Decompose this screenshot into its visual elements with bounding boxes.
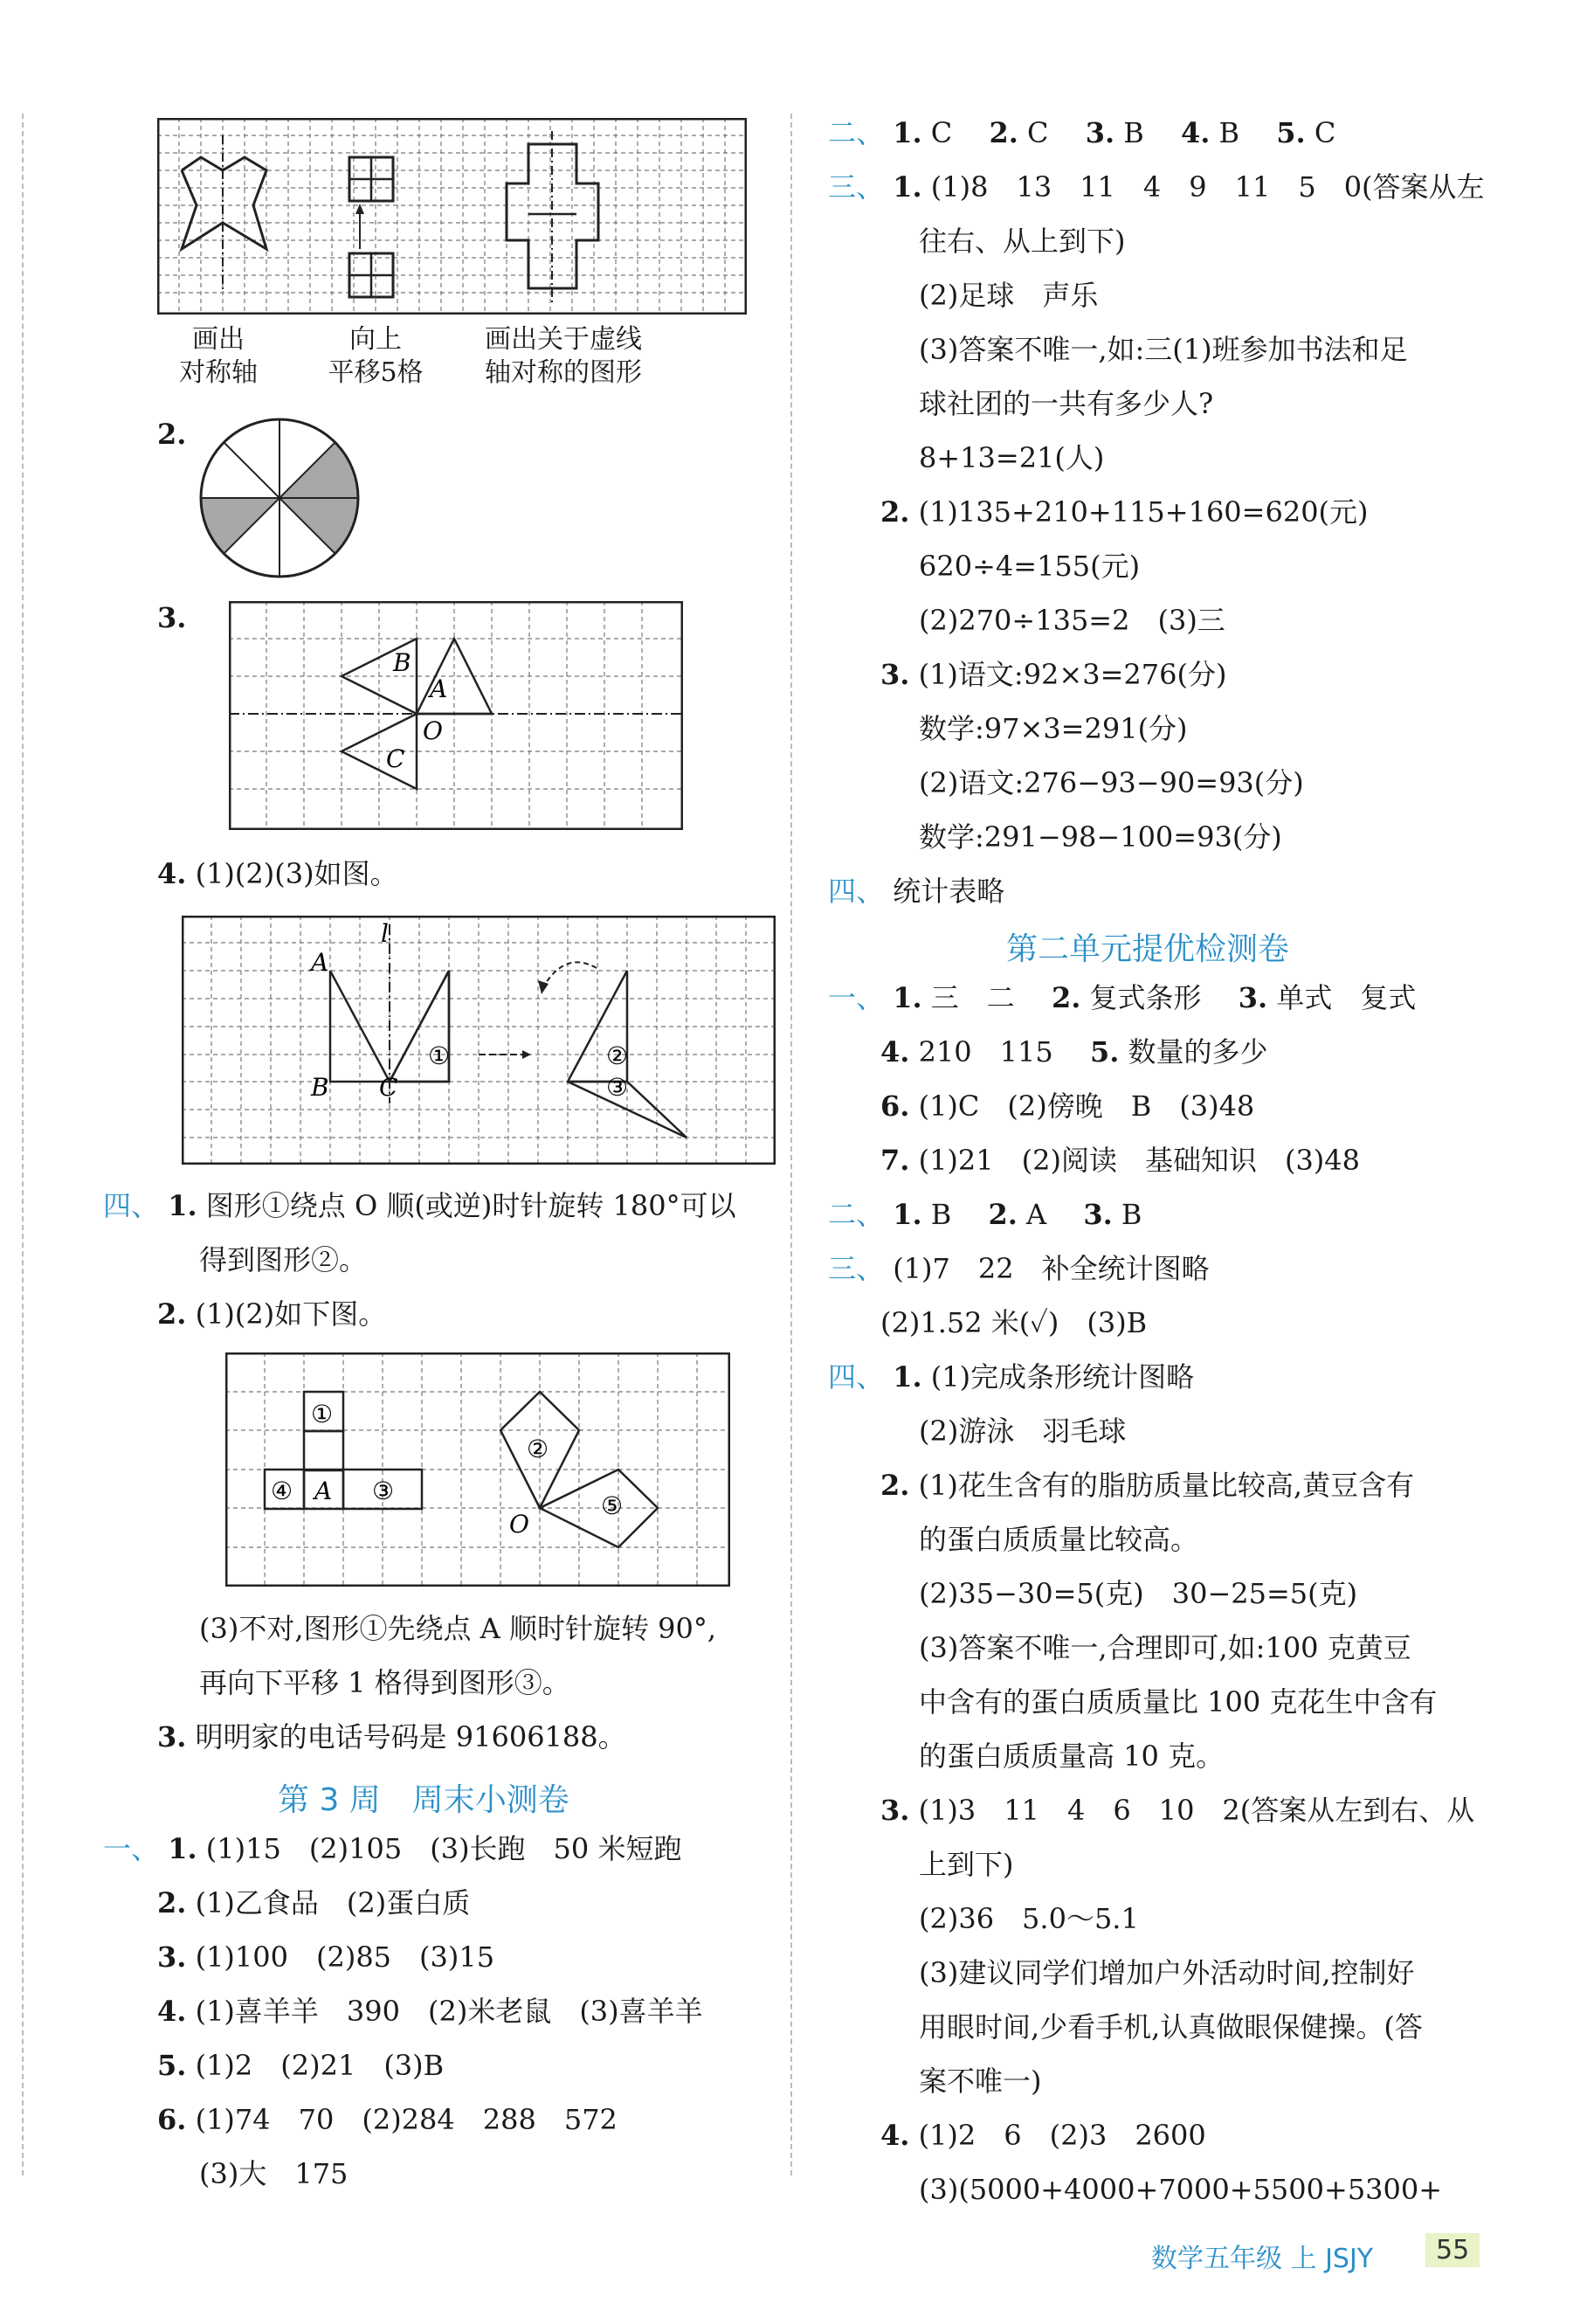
r4-number: 3.: [880, 658, 910, 691]
r1-a3: B: [1123, 116, 1144, 149]
u9-cont: (2)1.52 米(✓) (3)B: [880, 1306, 1148, 1339]
s4-2-text: (1)(2)如下图。: [195, 1297, 387, 1331]
q4-number: 4.: [157, 857, 187, 890]
u12-number: 3.: [880, 1794, 910, 1827]
q4-label-3: ③: [606, 1073, 629, 1102]
u6-text: (1)C (2)傍晚 B (3)48: [918, 1089, 1255, 1123]
u8-n3: 3.: [1083, 1198, 1113, 1231]
s4-2b-line2: 再向下平移 1 格得到图形③。: [199, 1666, 570, 1699]
u4-n1: 4.: [880, 1035, 910, 1069]
w6-line: [157, 2100, 618, 2139]
w1-number: 1.: [168, 1832, 197, 1865]
r4-cont-2: (2)语文:276−93−90=93(分): [919, 766, 1304, 799]
s4-3-text: 明明家的电话号码是 91606188。: [195, 1720, 626, 1753]
u1-heading: 一、: [828, 981, 885, 1014]
r1-a5: C: [1314, 116, 1336, 149]
r2-cont-4: 球社团的一共有多少人?: [919, 387, 1214, 420]
u7-text: (1)21 (2)阅读 基础知识 (3)48: [918, 1144, 1361, 1177]
r1-a1: C: [930, 116, 953, 149]
s4-1-line: [103, 1186, 736, 1225]
u11-cont-3: (3)答案不唯一,合理即可,如:100 克黄豆: [919, 1631, 1411, 1664]
w6-text-cont: (3)大 175: [199, 2157, 348, 2190]
u10-number: 1.: [893, 1360, 922, 1394]
r3-text: (1)135+210+115+160=620(元): [918, 495, 1369, 529]
r1-n5: 5.: [1276, 116, 1306, 149]
u8-line: [828, 1195, 1142, 1234]
u12-line: [880, 1791, 1474, 1829]
u1-line: [828, 979, 1416, 1017]
u9-line: [828, 1249, 1210, 1288]
left-margin-line: [22, 114, 24, 2175]
w5-text: (1)2 (2)21 (3)B: [195, 2049, 445, 2082]
u12-cont-1: 上到下): [919, 1848, 1014, 1881]
u10-text: (1)完成条形统计图略: [930, 1360, 1195, 1394]
figure-rotation-grid: [182, 916, 776, 1165]
s42-label-4: ④: [271, 1477, 293, 1505]
s42-label-o: O: [509, 1510, 529, 1539]
s4-2-line: [157, 1295, 386, 1333]
w2-number: 2.: [157, 1886, 187, 1919]
u7-number: 7.: [880, 1144, 910, 1177]
w1-text: (1)15 (2)105 (3)长跑 50 米短跑: [205, 1832, 682, 1865]
s4-1-number: 1.: [168, 1189, 197, 1222]
s4-heading: 四、: [103, 1189, 160, 1222]
u13-line: [880, 2116, 1206, 2155]
figure-rotation-shapes: [225, 1352, 730, 1587]
s42-label-5: ⑤: [601, 1491, 624, 1520]
s4-1-text: 图形①绕点 O 顺(或逆)时针旋转 180°可以: [205, 1189, 736, 1222]
r4-line: [880, 655, 1226, 694]
r3-cont-1: 620÷4=155(元): [919, 550, 1141, 583]
w4-number: 4.: [157, 1995, 187, 2028]
w4-text: (1)喜羊羊 390 (2)米老鼠 (3)喜羊羊: [195, 1995, 703, 2028]
u8-a2: A: [1026, 1198, 1047, 1231]
q3-label-o: O: [423, 716, 443, 745]
u10-heading: 四、: [828, 1360, 885, 1394]
r3-cont-2: (2)270÷135=2 (3)三: [919, 604, 1225, 637]
u11-text: (1)花生含有的脂肪质量比较高,黄豆含有: [918, 1469, 1415, 1502]
fig1-caption-2: 向上 平移5格: [328, 324, 424, 388]
r2-heading: 三、: [828, 170, 885, 204]
w1-heading: 一、: [103, 1832, 160, 1865]
u7-line: [880, 1141, 1360, 1179]
s42-label-a: A: [314, 1477, 333, 1505]
week-title: 第 3 周 周末小测卷: [278, 1782, 569, 1818]
u13-number: 4.: [880, 2119, 910, 2152]
u1-n2: 2.: [1051, 981, 1081, 1014]
q4-line: [157, 854, 398, 893]
r1-a2: C: [1027, 116, 1049, 149]
footer-text: 数学五年级 上 JSJY: [1151, 2244, 1374, 2274]
q2-number: 2.: [157, 418, 187, 451]
r2-number: 1.: [893, 170, 922, 204]
r4-cont-3: 数学:291−98−100=93(分): [919, 820, 1282, 854]
w2-line: [157, 1884, 470, 1922]
r1-n2: 2.: [989, 116, 1018, 149]
u12-cont-4: 用眼时间,少看手机,认真做眼保健操。(答: [919, 2010, 1423, 2044]
r4-text: (1)语文:92×3=276(分): [918, 658, 1227, 691]
u4-line: [880, 1033, 1268, 1071]
u1-a3: 单式 复式: [1276, 981, 1417, 1014]
fig1-caption-3: 画出关于虚线 轴对称的图形: [485, 324, 642, 388]
r2-cont-2: (2)足球 声乐: [919, 279, 1099, 312]
r1-n3: 3.: [1085, 116, 1115, 149]
u8-n2: 2.: [988, 1198, 1018, 1231]
s4-3-line: [157, 1718, 626, 1756]
u9-heading: 三、: [828, 1252, 885, 1285]
q4-label-c: C: [379, 1073, 398, 1102]
r3-number: 2.: [880, 495, 910, 529]
w3-number: 3.: [157, 1940, 187, 1974]
u1-a2: 复式条形: [1089, 981, 1202, 1014]
q4-label-a: A: [311, 948, 329, 977]
u11-cont-1: 的蛋白质质量比较高。: [919, 1523, 1199, 1556]
figure-symmetry-grid: [157, 118, 747, 315]
w1-line: [103, 1829, 681, 1868]
s4-2-number: 2.: [157, 1297, 187, 1331]
u6-line: [880, 1087, 1254, 1125]
u6-number: 6.: [880, 1089, 910, 1123]
r1-line: [828, 114, 1335, 152]
unit-title: 第二单元提优检测卷: [1006, 931, 1290, 967]
u10-line: [828, 1358, 1194, 1396]
s42-label-1: ①: [311, 1400, 334, 1428]
r5-line: [828, 872, 1004, 910]
q4-text: (1)(2)(3)如图。: [195, 857, 398, 890]
u13-text: (1)2 6 (2)3 2600: [918, 2119, 1206, 2152]
r2-cont-1: 往右、从上到下): [919, 225, 1126, 258]
q4-label-1: ①: [428, 1041, 451, 1070]
u4-a1: 210 115: [918, 1035, 1053, 1069]
r5-heading: 四、: [828, 875, 885, 908]
u10-cont: (2)游泳 羽毛球: [919, 1414, 1127, 1448]
u1-a1: 三 二: [930, 981, 1015, 1014]
q4-label-b: B: [311, 1073, 329, 1102]
q3-number: 3.: [157, 601, 187, 634]
u11-number: 2.: [880, 1469, 910, 1502]
r1-n4: 4.: [1180, 116, 1211, 149]
u4-a2: 数量的多少: [1128, 1035, 1268, 1069]
figure-circle-fraction: [197, 415, 362, 581]
u12-cont-3: (3)建议同学们增加户外活动时间,控制好: [919, 1956, 1415, 1989]
s4-3-number: 3.: [157, 1720, 187, 1753]
q4-label-2: ②: [606, 1041, 629, 1070]
u11-cont-5: 的蛋白质质量高 10 克。: [919, 1740, 1225, 1773]
u12-text: (1)3 11 4 6 10 2(答案从左到右、从: [918, 1794, 1475, 1827]
page-number: 55: [1425, 2233, 1480, 2267]
w2-text: (1)乙食品 (2)蛋白质: [195, 1886, 471, 1919]
s4-1-text-cont: 得到图形②。: [199, 1243, 368, 1276]
r4-cont-1: 数学:97×3=291(分): [919, 712, 1188, 745]
u8-a3: B: [1121, 1198, 1142, 1231]
r1-a4: B: [1218, 116, 1240, 149]
u12-cont-2: (2)36 5.0～5.1: [919, 1902, 1139, 1935]
u8-n1: 1.: [893, 1198, 922, 1231]
u8-a1: B: [930, 1198, 952, 1231]
w3-line: [157, 1938, 494, 1976]
u4-n2: 5.: [1089, 1035, 1120, 1069]
u13-cont: (3)(5000+4000+7000+5500+5300+: [919, 2173, 1443, 2206]
s42-label-2: ②: [527, 1435, 549, 1463]
u11-line: [880, 1466, 1414, 1504]
w6-number: 6.: [157, 2103, 187, 2136]
r3-line: [880, 493, 1369, 531]
u11-cont-2: (2)35−30=5(克) 30−25=5(克): [919, 1577, 1358, 1610]
w5-line: [157, 2046, 444, 2085]
w3-text: (1)100 (2)85 (3)15: [195, 1940, 495, 1974]
q3-label-a: A: [430, 674, 448, 703]
w5-number: 5.: [157, 2049, 187, 2082]
u1-n1: 1.: [893, 981, 922, 1014]
r2-cont-5: 8+13=21(人): [919, 441, 1105, 474]
r5-text: 统计表略: [893, 875, 1005, 908]
s4-2b-line1: (3)不对,图形①先绕点 A 顺时针旋转 90°,: [199, 1612, 717, 1645]
w4-line: [157, 1992, 703, 2030]
column-divider: [790, 114, 792, 2175]
u8-heading: 二、: [828, 1198, 885, 1231]
u9-text: (1)7 22 补全统计图略: [893, 1252, 1210, 1285]
r2-line: [828, 168, 1485, 206]
fig1-caption-1: 画出 对称轴: [179, 324, 258, 388]
r2-cont-3: (3)答案不唯一,如:三(1)班参加书法和足: [919, 333, 1408, 366]
r1-n1: 1.: [893, 116, 922, 149]
q4-label-l: l: [381, 919, 389, 948]
u1-n3: 3.: [1238, 981, 1268, 1014]
r2-text: (1)8 13 11 4 9 11 5 0(答案从左: [930, 170, 1485, 204]
r1-heading: 二、: [828, 116, 885, 149]
figure-rotation-triangles: [229, 601, 683, 830]
q3-label-b: B: [393, 648, 411, 677]
q3-label-c: C: [386, 744, 405, 773]
s42-label-3: ③: [372, 1477, 395, 1505]
u11-cont-4: 中含有的蛋白质质量比 100 克花生中含有: [919, 1685, 1438, 1719]
w6-text: (1)74 70 (2)284 288 572: [195, 2103, 618, 2136]
u12-cont-5: 案不唯一): [919, 2065, 1042, 2098]
